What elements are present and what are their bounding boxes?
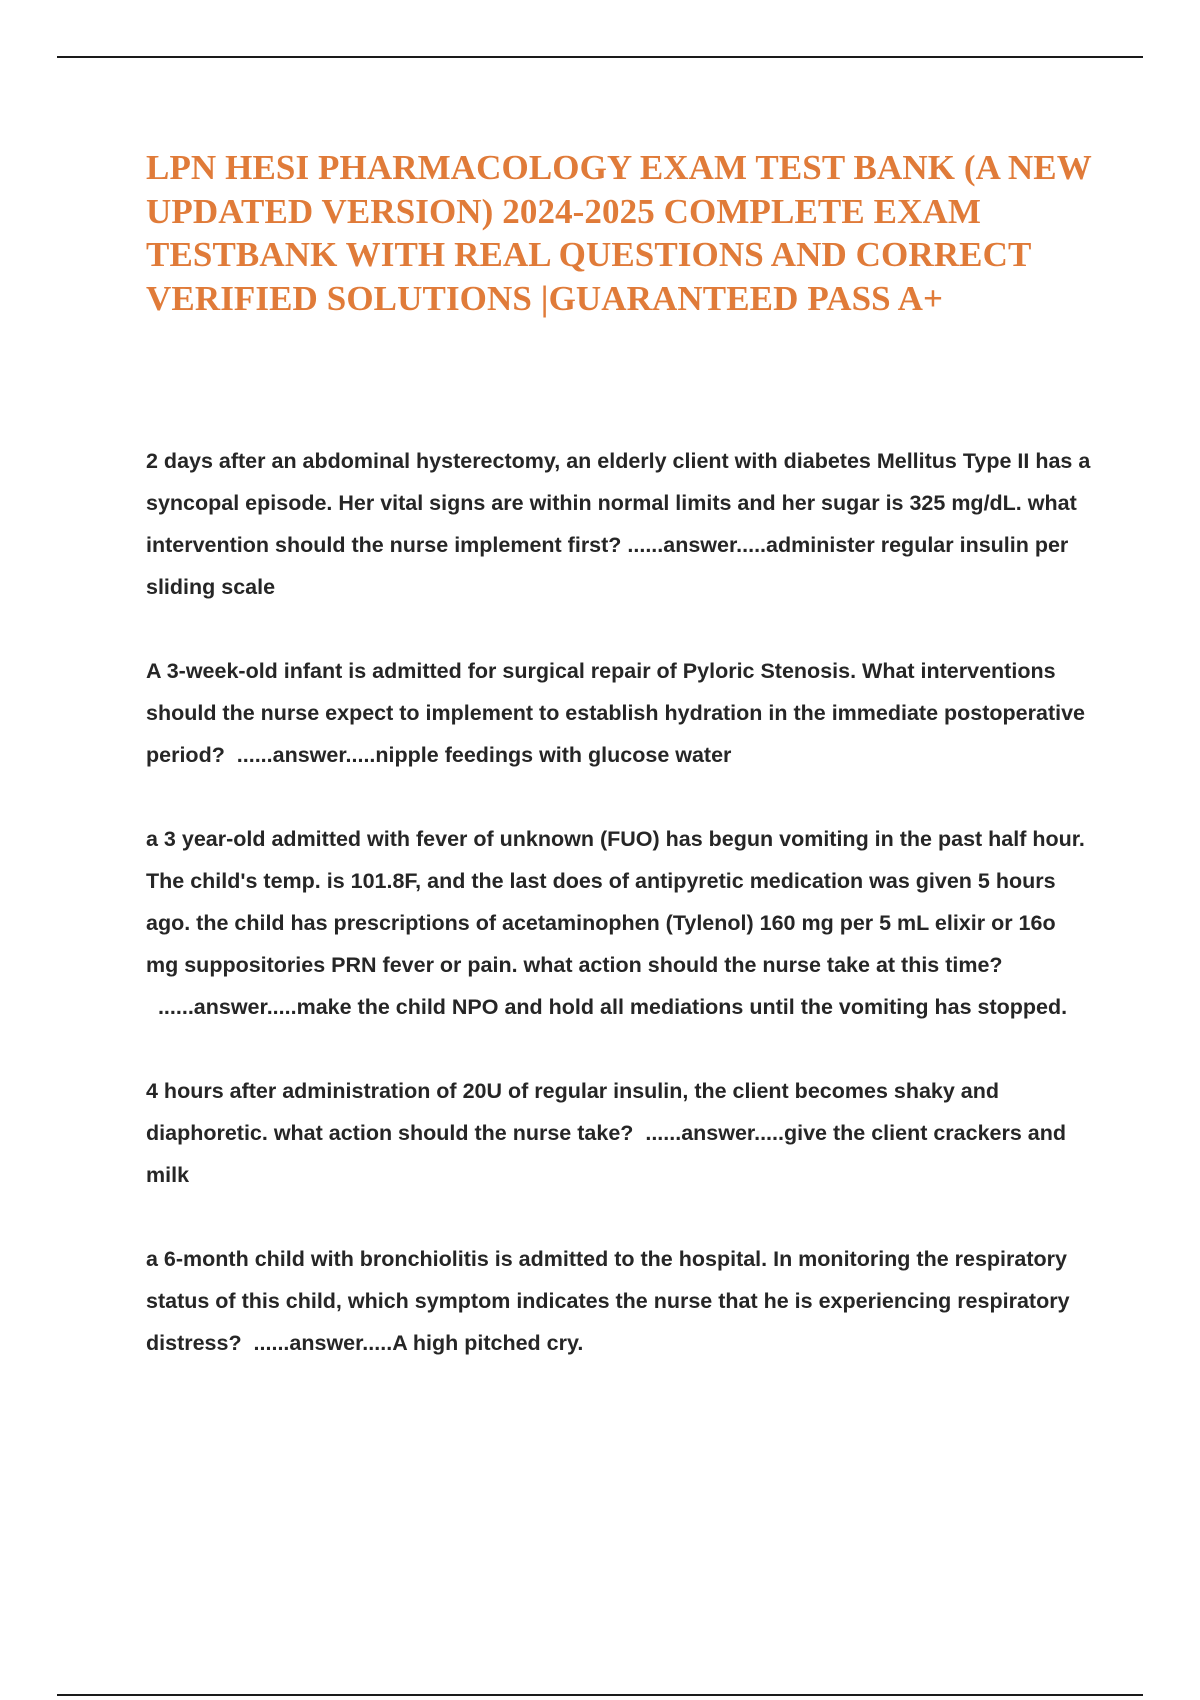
qa-item bbox=[146, 818, 1091, 1028]
question-text: A 3-week-old infant is admitted for surgical repair of Pyloric Stenosis. What interventions should the nurse expect to implement to establish hydration in the immediate postoperative period? bbox=[146, 659, 1085, 767]
answer-separator: ......answer..... bbox=[241, 1331, 393, 1355]
answer-text: give the client crackers and milk bbox=[146, 1121, 1067, 1187]
question-text: a 3 year-old admitted with fever of unknown (FUO) has begun vomiting in the past half hour. The child's temp. is 101.8F, and the last does of antipyretic medication was given 5 hours ago. the child has prescriptions of acetaminophen (Tylenol) 160 mg per 5 mL elixir or 16o mg suppositories PRN fever or pain. what action should the nurse take at this time? bbox=[146, 827, 1085, 977]
question-text: 2 days after an abdominal hysterectomy, an elderly client with diabetes Mellitus Type II has a syncopal episode. Her vital signs are within normal limits and her sugar is 325 mg/dL. what intervention should the nurse implement first? bbox=[146, 449, 1091, 557]
answer-separator: ......answer..... bbox=[224, 743, 376, 767]
document-title: LPN HESI PHARMACOLOGY EXAM TEST BANK (A NEW UPDATED VERSION) 2024-2025 COMPLETE EXAM TESTBANK WITH REAL QUESTIONS AND CORRECT VERIFIED SOLUTIONS |GUARANTEED PASS A+ bbox=[146, 148, 1092, 318]
answer-text: nipple feedings with glucose water bbox=[375, 743, 732, 767]
answer-text: administer regular insulin per sliding scale bbox=[146, 533, 1069, 599]
top-rule bbox=[57, 56, 1143, 58]
answer-separator: ......answer..... bbox=[633, 1121, 784, 1145]
qa-item bbox=[146, 440, 1091, 608]
answer-text: A high pitched cry. bbox=[392, 1331, 584, 1355]
question-text: a 6-month child with bronchiolitis is admitted to the hospital. In monitoring the respiratory status of this child, which symptom indicates the nurse that he is experiencing respiratory distress? bbox=[146, 1247, 1070, 1355]
qa-item bbox=[146, 650, 1091, 776]
qa-item bbox=[146, 1238, 1091, 1364]
bottom-rule bbox=[57, 1694, 1143, 1696]
answer-separator: ......answer..... bbox=[621, 533, 767, 557]
question-text: 4 hours after administration of 20U of regular insulin, the client becomes shaky and diaphoretic. what action should the nurse take? bbox=[146, 1079, 1000, 1145]
answer-separator: ......answer..... bbox=[146, 995, 297, 1019]
answer-text: make the child NPO and hold all mediations until the vomiting has stopped. bbox=[296, 995, 1068, 1019]
question-list bbox=[146, 440, 1091, 1406]
qa-item bbox=[146, 1070, 1091, 1196]
